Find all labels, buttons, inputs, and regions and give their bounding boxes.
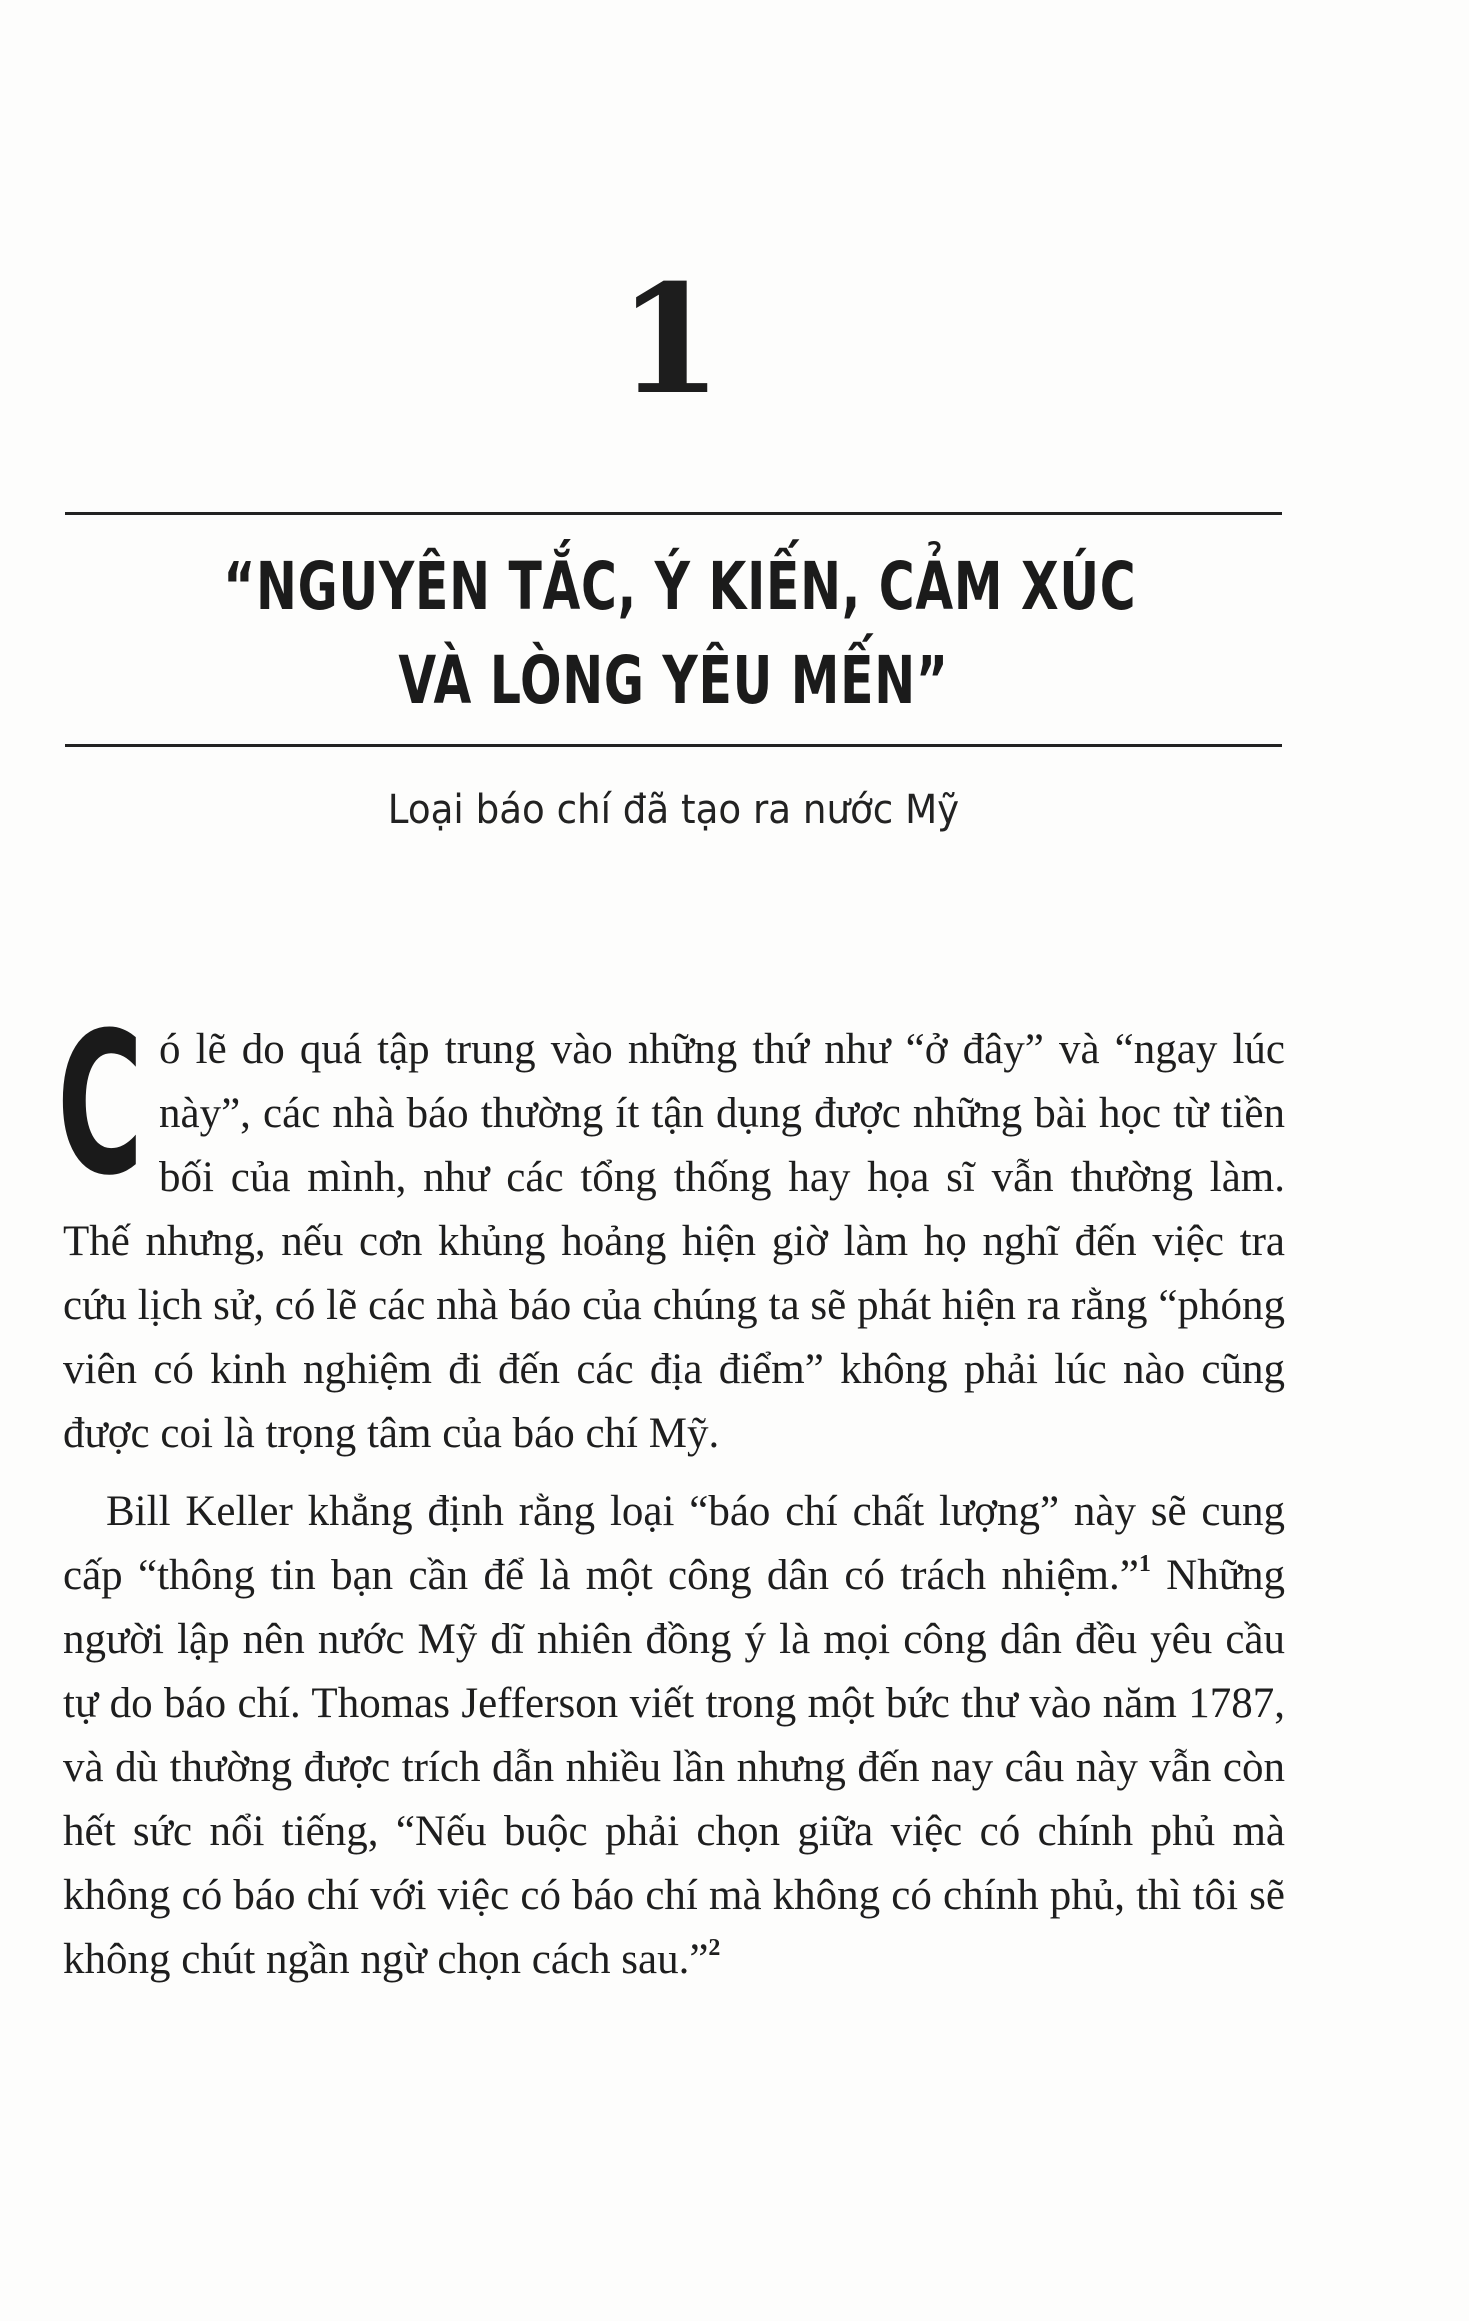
- chapter-title-line-2: VÀ LÒNG YÊU MẾN”: [398, 642, 949, 719]
- drop-cap: C: [57, 991, 144, 1219]
- chapter-subtitle: Loại báo chí đã tạo ra nước Mỹ: [387, 787, 960, 833]
- footnote-marker-2: 2: [708, 1935, 721, 1961]
- chapter-number: 1: [617, 252, 723, 428]
- title-rule-bottom: [65, 744, 1282, 747]
- title-rule-top: [65, 512, 1282, 515]
- paragraph-2-text-b: Những người lập nên nước Mỹ dĩ nhiên đồng ý là mọi công dân đều yêu cầu tự do báo chí. Thomas Jefferson viết trong một bức thư vào năm 1787, và dù thường được trích dẫn nhiều lần nhưng đến nay câu này vẫn còn hết sức nổi tiếng, “Nếu buộc phải chọn giữa việc có chính phủ mà không có báo chí với việc có báo chí mà không có chính phủ, thì tôi sẽ không chút ngần ngừ chọn cách sau.”: [63, 1552, 1285, 1983]
- paragraph-2: [63, 1480, 1285, 1992]
- chapter-title-line-1: “NGUYÊN TẮC, Ý KIẾN, CẢM XÚC: [223, 548, 1137, 625]
- footnote-marker-1: 1: [1138, 1551, 1151, 1577]
- paragraph-1: [57, 991, 1285, 1466]
- paragraph-2-text-a: Bill Keller khẳng định rằng loại “báo chí chất lượng” này sẽ cung cấp “thông tin bạn cần để là một công dân có trách nhiệm.”: [63, 1488, 1285, 1599]
- chapter-title: [223, 540, 1137, 728]
- body-text: [57, 991, 1285, 1992]
- paragraph-1-text: ó lẽ do quá tập trung vào những thứ như “ở đây” và “ngay lúc này”, các nhà báo thường ít tận dụng được những bài học từ tiền bối của mình, như các tổng thống hay họa sĩ vẫn thường làm. Thế nhưng, nếu cơn khủng hoảng hiện giờ làm họ nghĩ đến việc tra cứu lịch sử, có lẽ các nhà báo của chúng ta sẽ phát hiện ra rằng “phóng viên có kinh nghiệm đi đến các địa điểm” không phải lúc nào cũng được coi là trọng tâm của báo chí Mỹ.: [63, 1026, 1285, 1457]
